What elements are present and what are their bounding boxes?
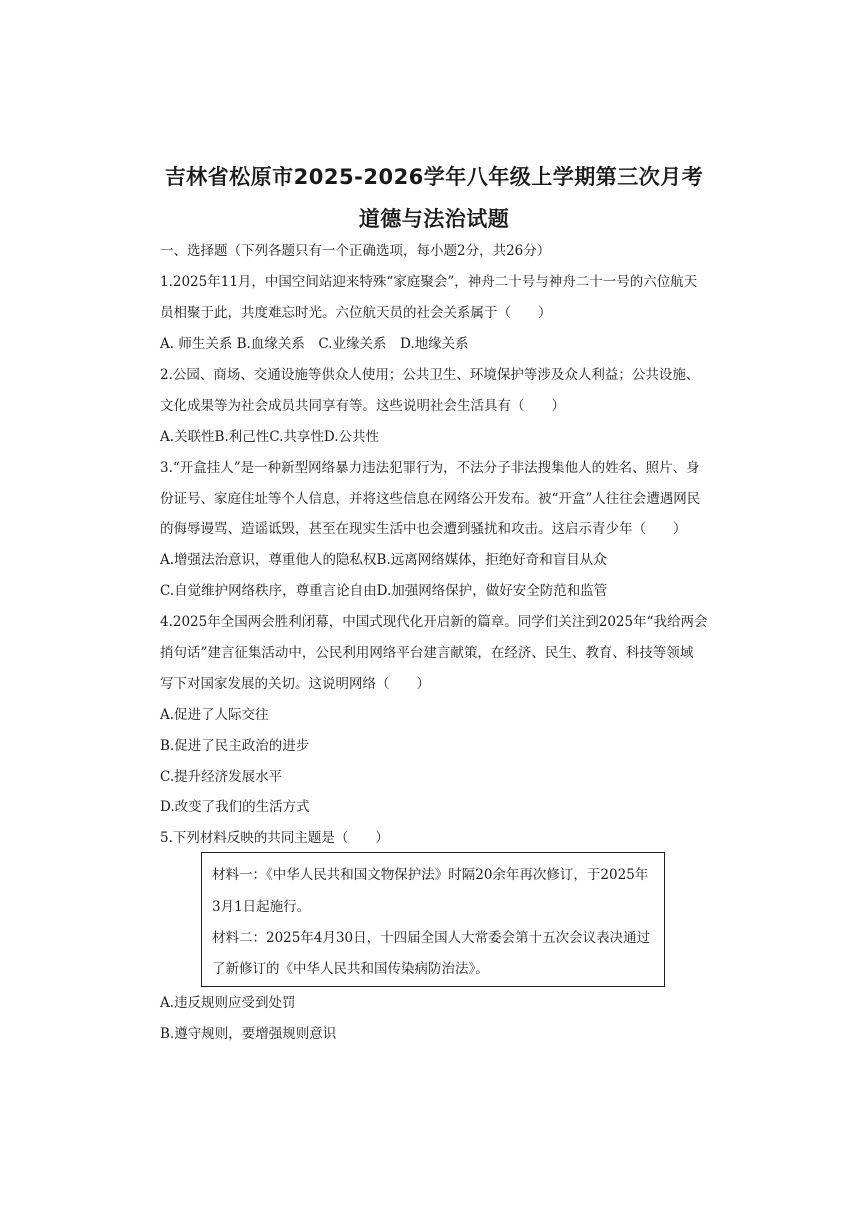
question-4-line-2: 捎句话”建言征集活动中，公民利用网络平台建言献策，在经济、民生、教育、科技等领域 [160, 645, 694, 661]
question-3-option-ab: A.增强法治意识，尊重他人的隐私权B.远离网络媒体，拒绝好奇和盲目从众 [160, 552, 607, 568]
question-5-line-1: 5.下列材料反映的共同主题是（ ） [160, 830, 389, 846]
question-2-options: A.关联性B.利己性C.共享性D.公共性 [160, 429, 380, 445]
question-3-option-cd: C.自觉维护网络秩序，尊重言论自由D.加强网络保护，做好安全防范和监管 [160, 583, 608, 599]
question-5-option-a: A.违反规则应受到处罚 [160, 995, 296, 1011]
question-4-option-a: A.促进了人际交往 [160, 707, 269, 723]
question-3-line-2: 份证号、家庭住址等个人信息，并将这些信息在网络公开发布。被“开盒”人往往会遭遇网民 [160, 491, 701, 507]
material-1-line-1: 材料一：《中华人民共和国文物保护法》时隔20余年再次修订，于2025年 [212, 867, 649, 883]
material-2-line-2: 了新修订的《中华人民共和国传染病防治法》。 [212, 961, 489, 977]
material-2-line-1: 材料二：2025年4月30日，十四届全国人大常委会第十五次会议表决通过 [212, 930, 651, 946]
material-box [201, 852, 665, 987]
question-5-option-b: B.遵守规则，要增强规则意识 [160, 1026, 337, 1042]
question-2-line-2: 文化成果等为社会成员共同享有等。这些说明社会生活具有（ ） [160, 398, 565, 414]
material-1-line-2: 3月1日起施行。 [212, 899, 311, 915]
question-1-line-1: 1.2025年11月，中国空间站迎来特殊“家庭聚会”，神舟二十号与神舟二十一号的六位航天 [160, 274, 698, 290]
question-4-option-b: B.促进了民主政治的进步 [160, 738, 310, 754]
question-1-line-2: 员相聚于此，共度难忘时光。六位航天员的社会关系属于（ ） [160, 305, 552, 321]
question-4-line-1: 4.2025年全国两会胜利闭幕，中国式现代化开启新的篇章。同学们关注到2025年“我给两会 [160, 614, 708, 630]
question-4-option-c: C.提升经济发展水平 [160, 769, 283, 785]
question-4-option-d: D.改变了我们的生活方式 [160, 799, 310, 815]
question-1-options: A. 师生关系 B.血缘关系 C.业缘关系 D.地缘关系 [160, 336, 469, 352]
section-heading: 一、选择题（下列各题只有一个正确选项，每小题2分，共26分） [160, 243, 551, 259]
question-2-line-1: 2.公园、商场、交通设施等供众人使用；公共卫生、环境保护等涉及众人利益；公共设施、 [160, 367, 700, 383]
question-4-line-3: 写下对国家发展的关切。这说明网络（ ） [160, 676, 430, 692]
exam-subtitle: 道德与法治试题 [358, 207, 510, 231]
exam-title: 吉林省松原市2025-2026学年八年级上学期第三次月考 [164, 165, 704, 189]
question-3-line-1: 3.“开盒挂人”是一种新型网络暴力违法犯罪行为，不法分子非法搜集他人的姓名、照片、身 [160, 460, 700, 476]
question-3-line-3: 的侮辱谩骂、造谣诋毁，甚至在现实生活中也会遭到骚扰和攻击。这启示青少年（ ） [160, 521, 687, 537]
